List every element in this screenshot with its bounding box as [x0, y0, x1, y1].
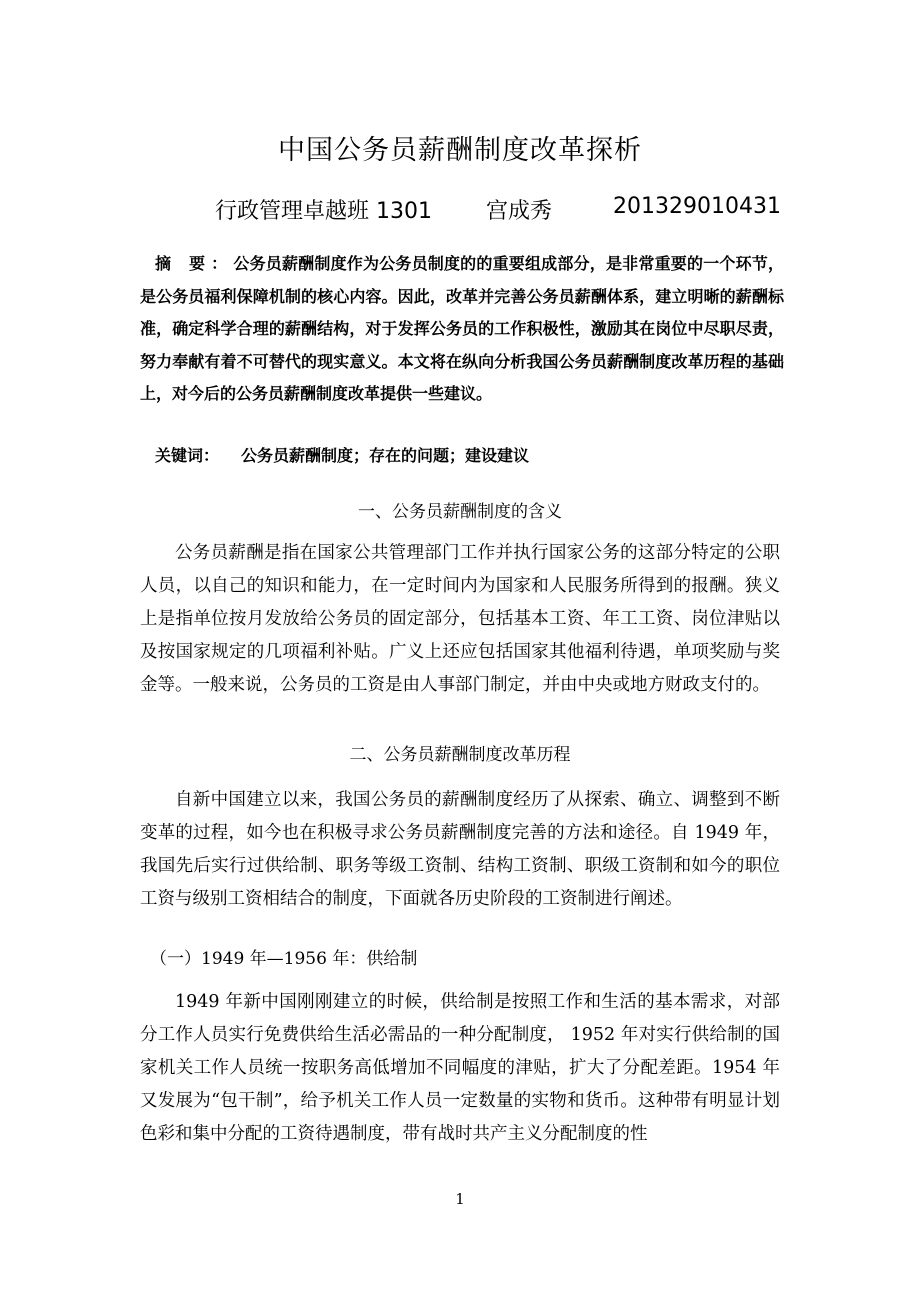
section1-paragraph: 公务员薪酬是指在国家公共管理部门工作并执行国家公务的这部分特定的公职人员，以自己的知识和能力，在一定时间内为国家和人民服务所得到的报酬。狭义上是指单位按月发放给公务员的固定部分，包括基本工资、年工工资、岗位津贴以及按国家规定的几项福利补贴。广义上还应包括国家其他福利待遇，单项奖励与奖金等。一般来说，公务员的工资是由人事部门制定，并由中央或地方财政支付的。 — [140, 543, 780, 695]
abstract-text: 公务员薪酬制度作为公务员制度的的重要组成部分，是非常重要的一个环节，是公务员福利保障机制的核心内容。因此，改革并完善公务员薪酬体系，建立明晰的薪酬标准，确定科学合理的薪酬结构，对于发挥公务员的工作积极性，激励其在岗位中尽职尽责，努力奉献有着不可替代的现实意义。本文将在纵向分析我国公务员薪酬制度改革历程的基础上，对今后的公务员薪酬制度改革提供一些建议。 — [140, 254, 784, 404]
keywords-text: 公务员薪酬制度；存在的问题；建设建议 — [241, 446, 530, 465]
page-number: 1 — [455, 1190, 465, 1208]
student-id: 201329010431 — [613, 194, 781, 219]
abstract-paragraph — [140, 248, 784, 411]
keywords-label: 关键词： — [155, 446, 220, 465]
author-class: 行政管理卓越班 1301 — [215, 199, 432, 224]
subsection1-heading: （一）1949 年—1956 年：供给制 — [150, 949, 418, 969]
abstract-label: 摘 要： — [155, 254, 234, 273]
section1-heading: 一、公务员薪酬制度的含义 — [358, 502, 562, 522]
section2-heading: 二、公务员薪酬制度改革历程 — [349, 745, 571, 765]
author-byline — [0, 194, 920, 226]
subsection1-paragraph: 1949 年新中国刚刚建立的时候，供给制是按照工作和生活的基本需求，对部分工作人员实行免费供给生活必需品的一种分配制度， 1952 年对实行供给制的国家机关工作人员统一按职务高低增加不同幅度的津贴，扩大了分配差距。1954 年又发展为“包干制”，给予机关工作人员一定数量的实物和货币。这种带有明显计划色彩和集中分配的工资待遇制度，带有战时共产主义分配制度的性 — [140, 992, 780, 1144]
author-name: 宫成秀 — [486, 199, 553, 224]
document-title: 中国公务员薪酬制度改革探析 — [278, 135, 642, 166]
keywords-line — [155, 443, 529, 466]
section2-paragraph: 自新中国建立以来，我国公务员的薪酬制度经历了从探索、确立、调整到不断变革的过程，如今也在积极寻求公务员薪酬制度完善的方法和途径。自 1949 年，我国先后实行过供给制、职务等级工资制、结构工资制、职级工资制和如今的职位工资与级别工资相结合的制度，下面就各历史阶段的工资制进行阐述。 — [140, 790, 780, 909]
